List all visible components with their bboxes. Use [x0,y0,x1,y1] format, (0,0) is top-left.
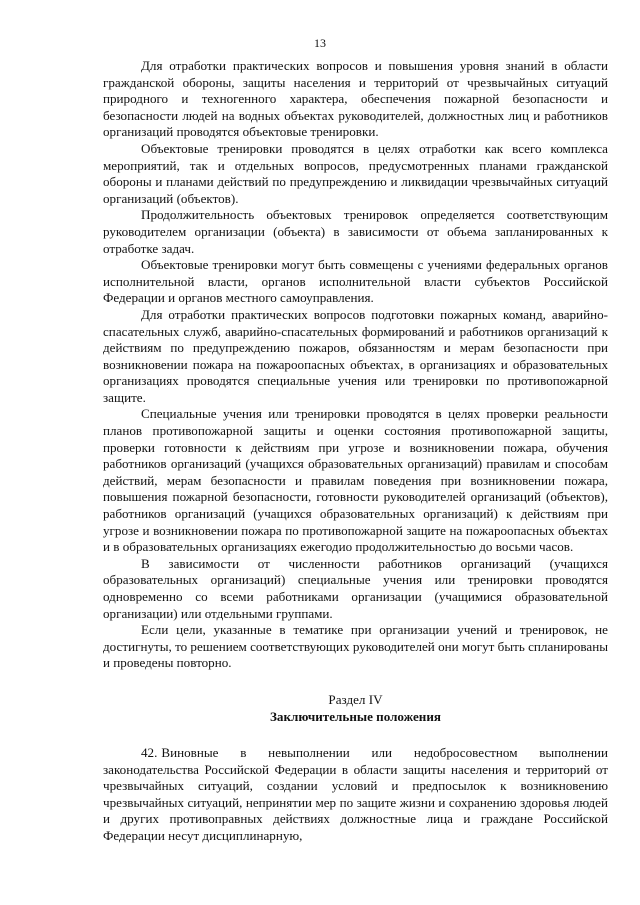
paragraph-special-exercises-goals: Специальные учения или тренировки проводятся в целях проверки реальности планов противопожарной защиты и оценки состояния противопожарной защиты, проверки готовности к действиям при угрозе и возникновении пожара, обучения работников организаций (учащихся образовательных организаций) правилам и способам действий, мерам безопасности и правилам поведения при возникновении пожара, повышения пожарной безопасности, готовности руководителей организаций (объектов), работников организаций (учащихся образовательных организаций) к действиям при угрозе и возникновении пожара по противопожарной защите на пожароопасных объектах и в образовательных организациях ежегодио продолжительностью до восьми часов. [103,406,608,555]
paragraph-object-training-goals: Объектовые тренировки проводятся в целях отработки как всего комплекса мероприятий, так и отдельных вопросов, предусмотренных планами гражданской обороны и планами действий по предупреждению и ликвидации чрезвычайных ситуаций организаций (объектов). [103,140,608,206]
page-number: 13 [314,36,326,50]
paragraph-combined-exercises: Объектовые тренировки могут быть совмещены с учениями федеральных органов исполнительной власти, органов исполнительной власти субъектов Российской Федерации и органов местного самоуправления. [103,257,608,306]
paragraph-fire-protection-exercises: Для отработки практических вопросов подготовки пожарных команд, аварийно-спасательных служб, аварийно-спасательных формирований и работников организаций к действиям по предупреждению пожаров, обязанностям и мерам безопасности при возникновении пожара на пожароопасных объектах, в организациях и образовательных организациях проводятся специальные учения или тренировки по противопожарной защите. [103,306,608,405]
paragraph-object-training-purpose: Для отработки практических вопросов и повышения уровня знаний в области гражданской обороны, защиты населения и территорий от чрезвычайных ситуаций природного и техногенного характера, обеспечения пожарной безопасности и безопасности людей на водных объектах руководителей, должностных лиц и работников организаций проводятся объектовые тренировки. [103,58,608,140]
section-label: Раздел IV [328,691,383,707]
paragraph-repeat-exercises: Если цели, указанные в тематике при организации учений и тренировок, не достигнуты, то решением соответствующих руководителей они могут быть спланированы и проведены повторно. [103,622,608,671]
paragraph-group-exercises: В зависимости от численности работников организаций (учащихся образовательных организаций) специальные учения или тренировки проводятся одновременно со всеми работниками организации (учащимися образовательной организации) или отдельными группами. [103,555,608,621]
clause-number: 42. [141,744,158,760]
clause-42 [103,745,608,845]
paragraph-training-duration: Продолжительность объектовых тренировок определяется соответствующим руководителем организации (объекта) в зависимости от объема запланированных к отработке задач. [103,207,608,256]
body-text [103,58,608,858]
clause-text: Виновные в невыполнении или недобросовестном выполнении законодательства Российской Федерации в области защиты населения и территорий от чрезвычайных ситуаций, создании условий и предпосылок к возникновению чрезвычайных ситуаций, непринятии мер по защите жизни и сохранению здоровья людей и других противоправных действиях должностные лица и граждане Российской Федерации несут дисциплинарную, [103,744,608,843]
section-heading [103,691,608,725]
section-title: Заключительные положения [270,708,441,724]
